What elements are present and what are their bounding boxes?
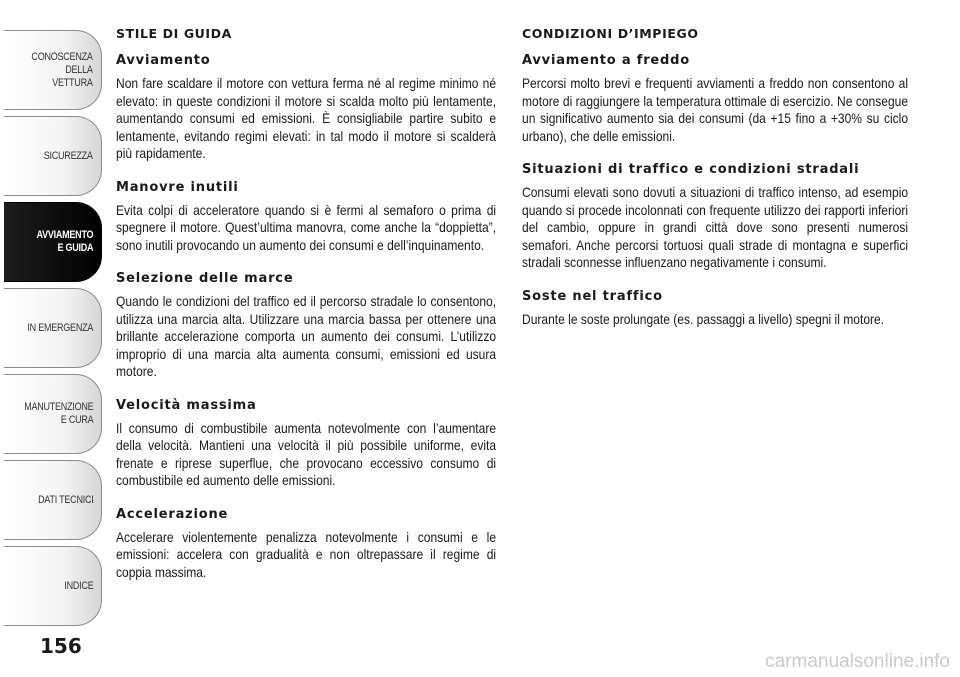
paragraph-avviamento: Non fare scaldare il motore con vettura ferma né al regime minimo né elevato: in queste condizioni il motore si scalda molto più lentamente, aumentando consumi ed emissioni. È consigliabile partire subito e lentamente, evitando regimi elevati: in tal modo il motore si scalderà più rapidamente. <box>116 75 497 161</box>
page-number: 156 <box>40 634 82 658</box>
tab-label: IN EMERGENZA <box>27 321 93 334</box>
subheading-situazioni-traffico: Situazioni di traffico e condizioni stradali <box>522 162 860 177</box>
paragraph-avviamento-freddo: Percorsi molto brevi e frequenti avviamenti a freddo non consentono al motore di raggiungere la temperatura ottimale di esercizio. Ne consegue un significativo aumento sia dei consumi (da +15 fino a +30% su ciclo urbano), che delle emissioni. <box>522 75 909 144</box>
section-title: CONDIZIONI D’IMPIEGO <box>522 26 699 41</box>
tab-in-emergenza[interactable] <box>4 288 102 368</box>
tab-avviamento-e-guida[interactable] <box>4 202 102 282</box>
tab-label: DATI TECNICI <box>37 493 93 506</box>
tab-manutenzione-e-cura[interactable] <box>4 374 102 454</box>
paragraph-manovre-inutili: Evita colpi di acceleratore quando si è fermi al semaforo o prima di spegnere il motore. Quest’ultima manovra, come anche la “doppietta”, sono inutili provocando un aumento dei consumi e dell’inquinamento. <box>116 201 497 253</box>
subheading-manovre-inutili: Manovre inutili <box>116 179 239 195</box>
paragraph-situazioni-traffico: Consumi elevati sono dovuti a situazioni di traffico intenso, ad esempio quando si procede incolonnati con frequente utilizzo dei rapporti inferiori del cambio, oppure in grandi città dove sono presenti numerosi semafori. Anche percorsi tortuosi quali strade di montagna e superfici stradali sconnesse influenzano negativamente i consumi. <box>522 184 909 270</box>
tab-sicurezza[interactable] <box>4 116 102 196</box>
left-column <box>116 26 496 598</box>
tab-label: MANUTENZIONE E CURA <box>23 401 93 426</box>
tab-dati-tecnici[interactable] <box>4 460 102 540</box>
paragraph-accelerazione: Accelerare violentemente penalizza notevolmente i consumi e le emissioni: accelera con gradualità e non oltrepassare il regime di coppia massima. <box>116 528 497 580</box>
subheading-accelerazione: Accelerazione <box>116 506 229 522</box>
paragraph-soste-traffico: Durante le soste prolungate (es. passaggi a livello) spegni il motore. <box>522 310 885 327</box>
tab-label: AVVIAMENTO E GUIDA <box>36 229 93 254</box>
subheading-selezione-marce: Selezione delle marce <box>116 271 294 286</box>
subheading-velocita-massima: Velocità massima <box>116 397 257 413</box>
tab-label: CONOSCENZA DELLA VETTURA <box>31 50 93 89</box>
tab-indice[interactable] <box>4 546 102 626</box>
tab-conoscenza-della-vettura[interactable] <box>4 30 102 110</box>
subheading-soste-traffico: Soste nel traffico <box>522 288 663 304</box>
paragraph-velocita-massima: Il consumo di combustibile aumenta notevolmente con l’aumentare della velocità. Mantieni una velocità il più possibile uniforme, evita frenate e riprese superflue, che provocano eccessivo consumo di combustibile ed aumento delle emissioni. <box>116 419 497 488</box>
tab-label: INDICE <box>63 579 93 592</box>
tab-label: SICUREZZA <box>44 149 93 162</box>
watermark: carmanualsonline.info <box>765 651 950 672</box>
subheading-avviamento: Avviamento <box>116 53 211 68</box>
right-column <box>522 26 908 345</box>
section-title: STILE DI GUIDA <box>116 26 232 41</box>
subheading-avviamento-freddo: Avviamento a freddo <box>522 53 690 68</box>
paragraph-selezione-marce: Quando le condizioni del traffico ed il percorso stradale lo consentono, utilizza una marcia alta. Utilizzare una marcia bassa per ottenere una brillante accelerazione comporta un aumento dei consumi. L’utilizzo improprio di una marcia alta aumenta consumi, emissioni ed usura motore. <box>116 293 497 379</box>
